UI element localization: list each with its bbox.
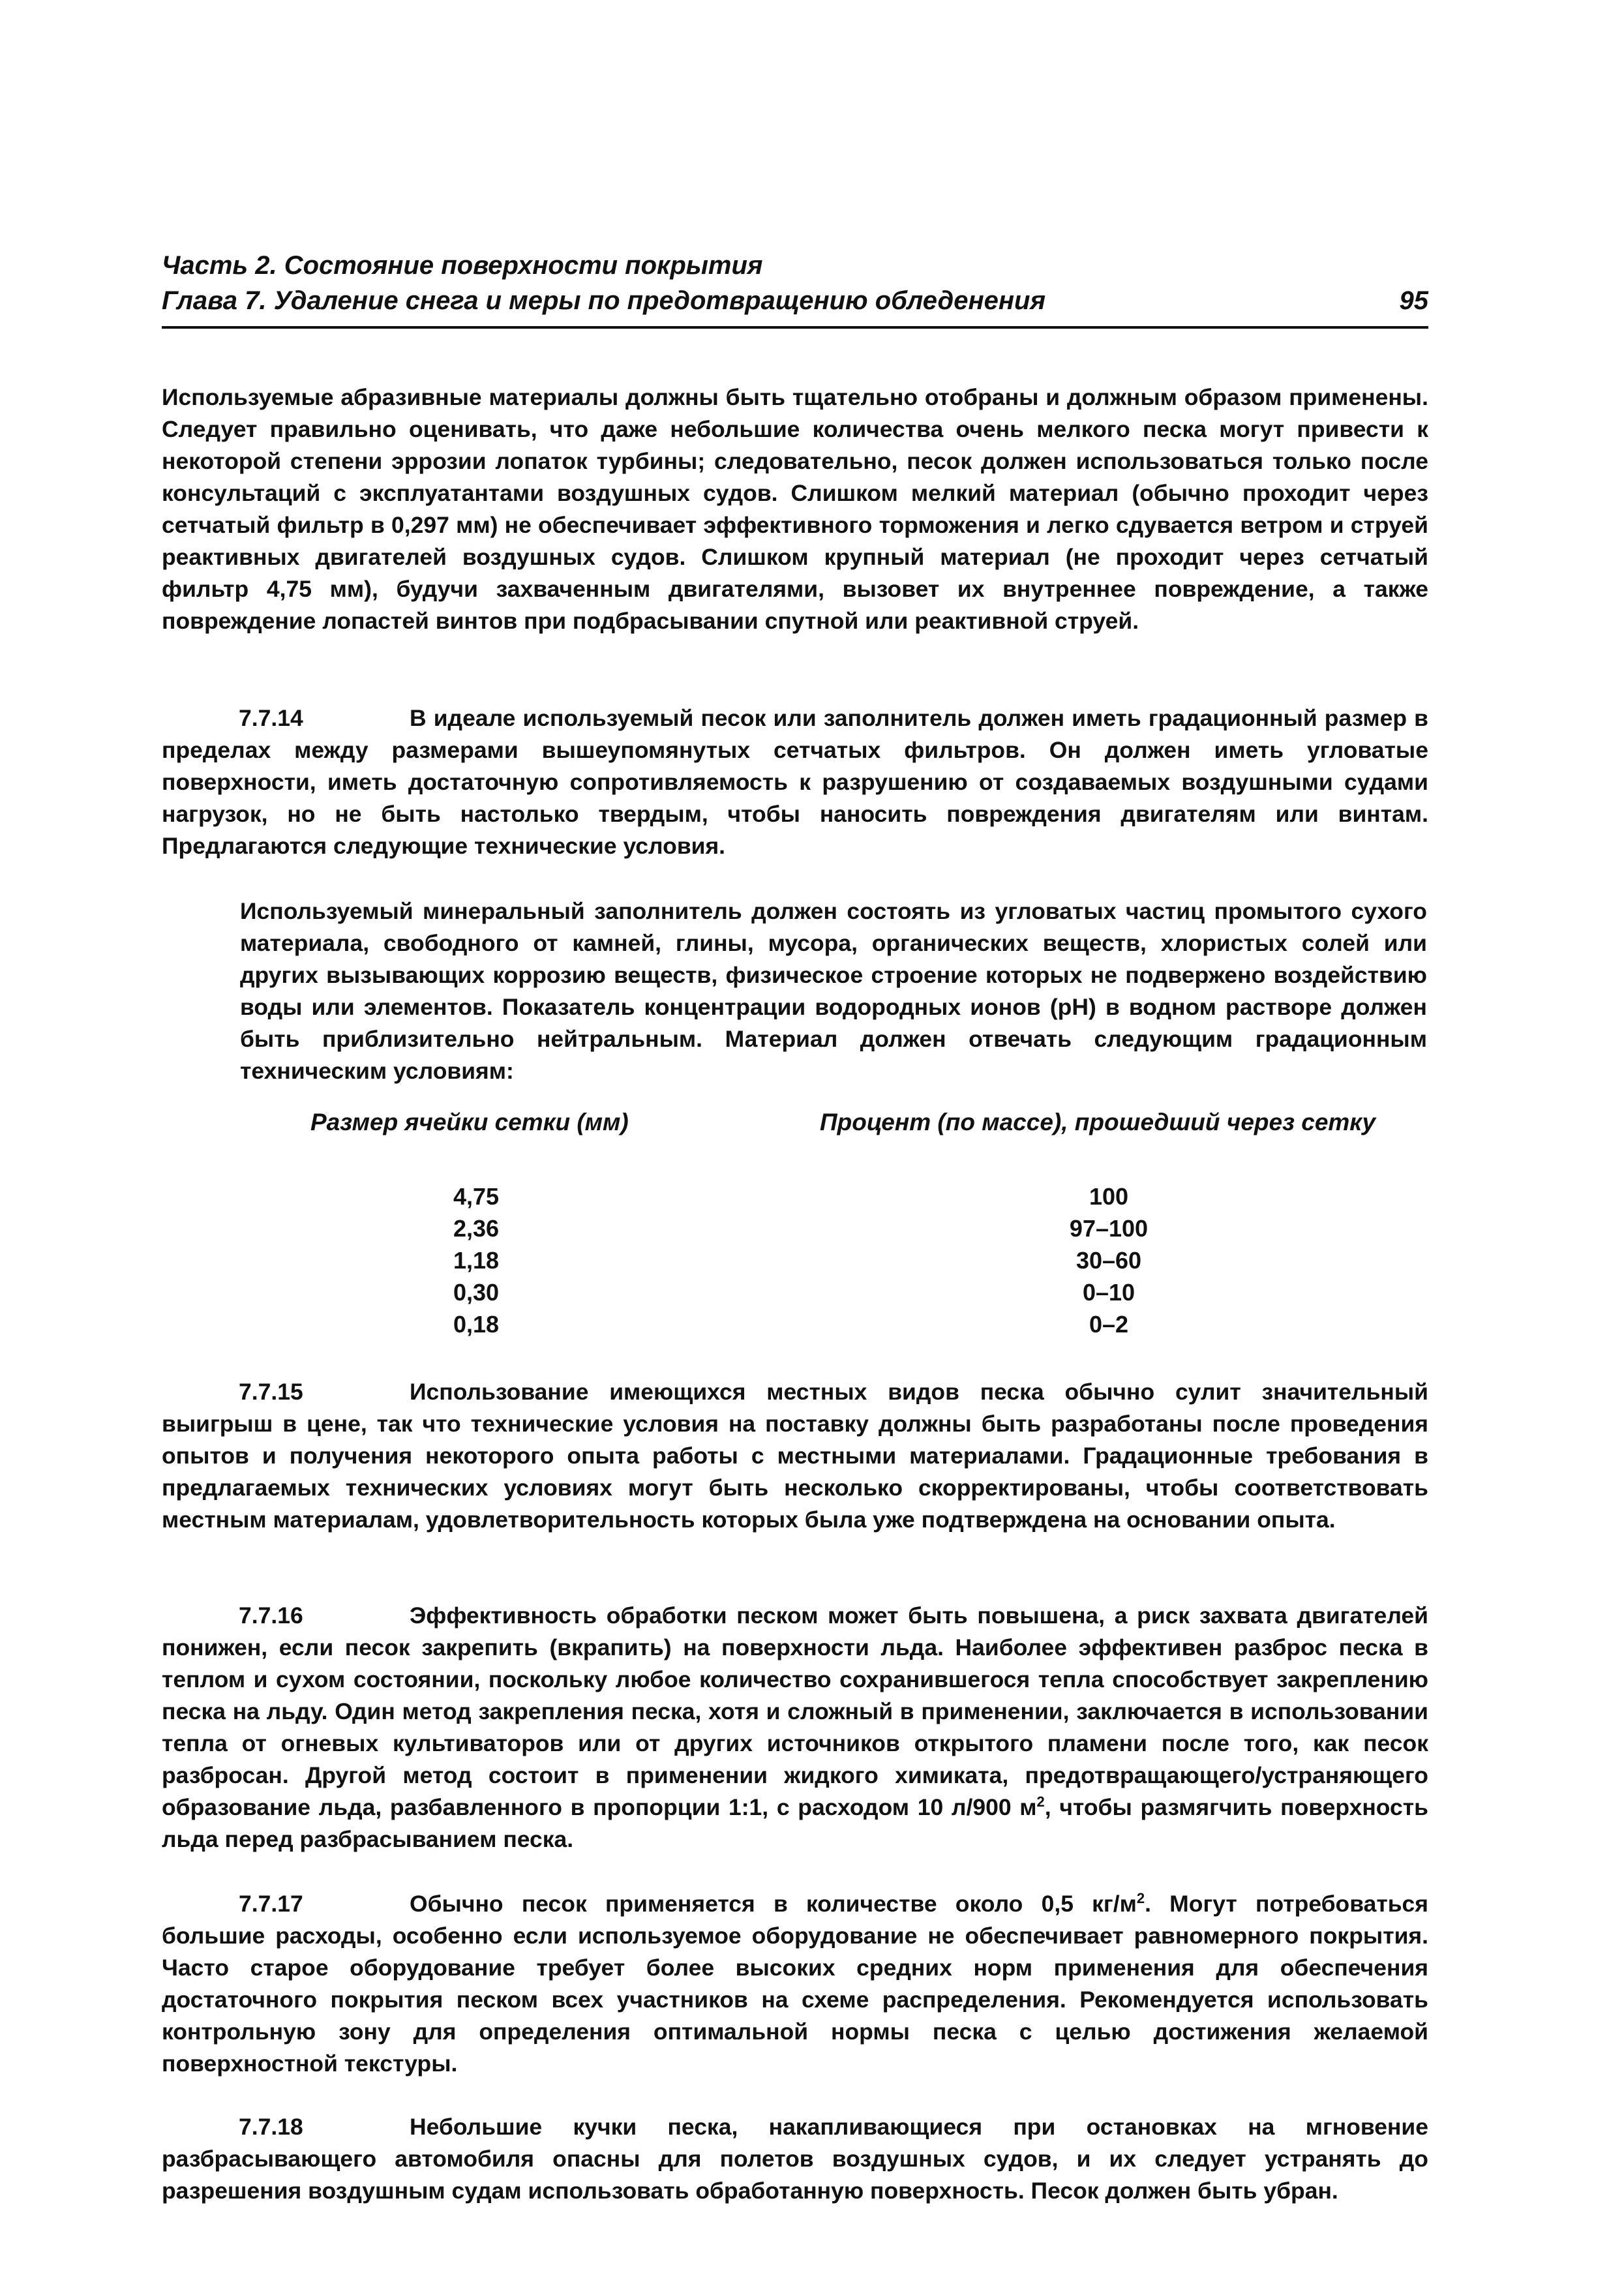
paragraph-7-7-15 xyxy=(162,1376,1428,1536)
table-column-percent xyxy=(1037,1180,1180,1340)
paragraph-number: 7.7.15 xyxy=(239,1379,303,1405)
table-column-mesh-size xyxy=(417,1180,535,1340)
paragraph-number: 7.7.16 xyxy=(239,1602,303,1629)
paragraph-text-end: , чтобы размягчить поверхность льда перед разбрасыванием песка. xyxy=(162,1794,1428,1852)
superscript: 2 xyxy=(1036,1794,1045,1810)
header-part-title: Часть 2. Состояние поверхности покрытия xyxy=(162,251,763,280)
paragraph-7-7-17 xyxy=(162,1888,1428,2080)
table-header-mesh-size: Размер ячейки сетки (мм) xyxy=(310,1109,629,1135)
table-cell: 0–10 xyxy=(1082,1279,1135,1306)
table-header-percent-passing: Процент (по массе), прошедший через сетку xyxy=(820,1109,1376,1135)
paragraph-text: Использование имеющихся местных видов песка обычно сулит значительный выигрыш в цене, так что технические условия на поставку должны быть разработаны после проведения опытов и получения некоторого опыта работы с местными материалами. Градационные требования в предлагаемых технических условиях могут быть несколько скорректированы, чтобы соответствовать местным материалам, удовлетворительность которых была уже подтверждена на основании опыта. xyxy=(162,1379,1428,1533)
superscript: 2 xyxy=(1136,1890,1145,1907)
paragraph-7-7-18 xyxy=(162,2111,1428,2207)
paragraph-text: Эффективность обработки песком может быть повышена, а риск захвата двигателей понижен, если песок закрепить (вкрапить) на поверхности льда. Наиболее эффективен разброс песка в теплом и сухом состоянии, поскольку любое количество сохранившегося тепла способствует закреплению песка на льду. Один метод закрепления песка, хотя и сложный в применении, заключается в использовании тепла от огневых культиваторов или от других источников открытого пламени после того, как песок разбросан. Другой метод состоит в применении жидкого химиката, предотвращающего/устраняющего образование льда, разбавленного в пропорции 1:1, с расходом 10 л/900 м xyxy=(162,1602,1428,1820)
paragraph-text: В идеале используемый песок или заполнитель должен иметь градационный размер в пределах между размерами вышеупомянутых сетчатых фильтров. Он должен иметь угловатые поверхности, иметь достаточную сопротивляемость к разрушению от создаваемых воздушными судами нагрузок, но не быть настолько твердым, чтобы наносить повреждения двигателям или винтам. Предлагаются следующие технические условия. xyxy=(162,705,1428,859)
paragraph-text: Небольшие кучки песка, накапливающиеся при остановках на мгновение разбрасывающего автомобиля опасны для полетов воздушных судов, и их следует устранять до разрешения воздушным судам использовать обработанную поверхность. Песок должен быть убран. xyxy=(162,2114,1428,2204)
paragraph-7-7-14 xyxy=(162,702,1428,862)
intro-paragraph: Используемые абразивные материалы должны быть тщательно отобраны и должным образом применены. Следует правильно оценивать, что даже небольшие количества очень мелкого песка могут привести к некоторой степени эррозии лопаток турбины; следовательно, песок должен использоваться только после консультаций с эксплуатантами воздушных судов. Слишком мелкий материал (обычно проходит через сетчатый фильтр в 0,297 мм) не обеспечивает эффективного торможения и легко сдувается ветром и струей реактивных двигателей воздушных судов. Слишком крупный материал (не проходит через сетчатый фильтр 4,75 мм), будучи захваченным двигателями, вызовет их внутреннее повреждение, а также повреждение лопастей винтов при подбрасывании спутной или реактивной струей. xyxy=(162,384,1428,634)
table-cell: 97–100 xyxy=(1069,1215,1149,1242)
specification-block: Используемый минеральный заполнитель должен состоять из угловатых частиц промытого сухого материала, свободного от камней, глины, мусора, органических веществ, хлористых солей или других вызывающих коррозию веществ, физическое строение которых не подвержено воздействию воды или элементов. Показатель концентрации водородных ионов (pH) в водном растворе должен быть приблизительно нейтральным. Материал должен отвечать следующим градационным техническим условиям: xyxy=(240,898,1427,1084)
paragraph-number: 7.7.18 xyxy=(239,2114,303,2140)
paragraph-number: 7.7.14 xyxy=(239,705,303,731)
running-header xyxy=(162,248,1428,318)
table-cell: 30–60 xyxy=(1075,1247,1142,1274)
paragraph-7-7-16 xyxy=(162,1600,1428,1855)
table-cell: 4,75 xyxy=(453,1183,500,1210)
table-cell: 100 xyxy=(1089,1183,1129,1210)
header-chapter-title: Глава 7. Удаление снега и меры по предотвращению обледенения xyxy=(162,286,1046,315)
table-cell: 2,36 xyxy=(453,1215,500,1242)
paragraph-number: 7.7.17 xyxy=(239,1891,303,1917)
table-cell: 1,18 xyxy=(453,1247,500,1274)
table-cell: 0,30 xyxy=(453,1279,500,1306)
table-cell: 0–2 xyxy=(1089,1311,1129,1338)
header-rule xyxy=(162,326,1428,329)
paragraph-text-end: . Могут потребоваться большие расходы, особенно если используемое оборудование не обеспечивает равномерного покрытия. Часто старое оборудование требует более высоких средних норм применения для обеспечения достаточного покрытия песком всех участников на схеме распределения. Рекомендуется использовать контрольную зону для определения оптимальной нормы песка с целью достижения желаемой поверхностной текстуры. xyxy=(162,1891,1428,2077)
paragraph-text: Обычно песок применяется в количестве около 0,5 кг/м xyxy=(410,1891,1137,1917)
table-cell: 0,18 xyxy=(453,1311,500,1338)
page-number: 95 xyxy=(1399,286,1428,315)
